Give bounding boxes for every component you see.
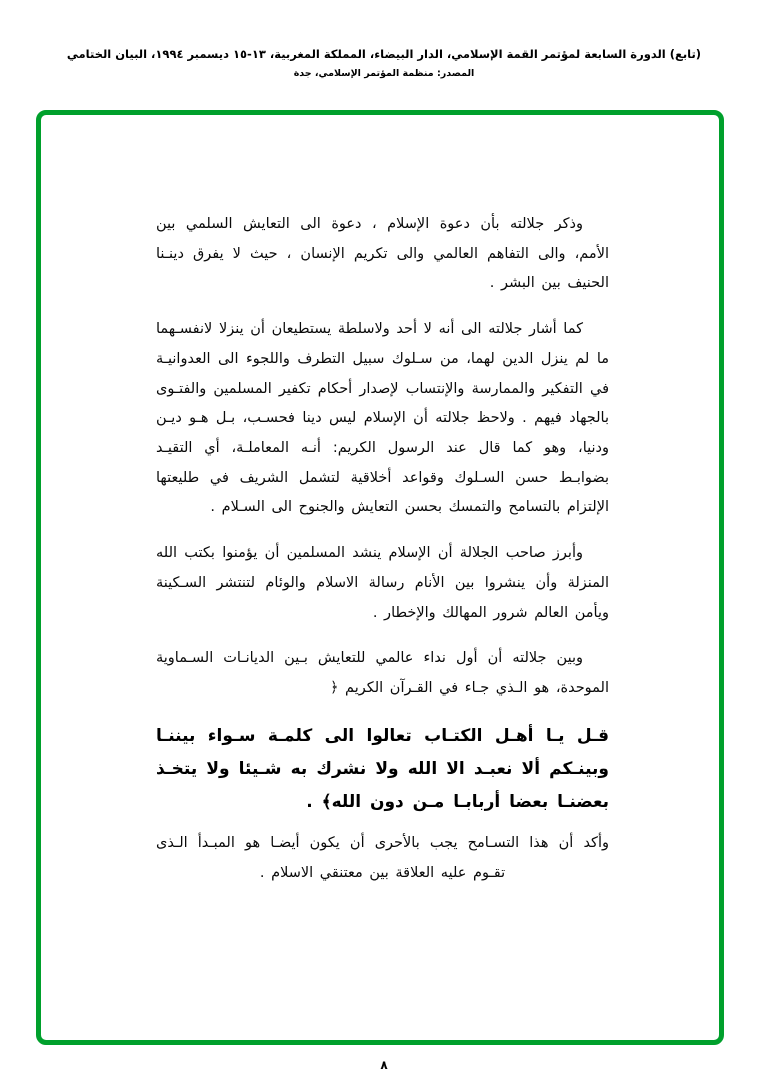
page-number: ٨: [380, 1058, 388, 1072]
paragraph-1: وذكر جلالته بأن دعوة الإسلام ، دعوة الى التعايش السلمي بين الأمم، والى التفاهم العالمي والى تكريم الإنسان ، حيث لا يفرق دينـنا الحنيف بين البشر .: [156, 216, 609, 292]
document-header: [0, 46, 768, 80]
page-frame: [36, 110, 724, 1045]
paragraph-2: كما أشار جلالته الى أنه لا أحد ولاسلطة يستطيعان أن ينزلا لانفسـهما ما لم ينزل الدين لهما، من سـلوك سبيل التطرف واللجوء الى العدوانيـة في التفكير والممارسة والإنتساب لإصدار أحكام تكفير المسلمين والفتـوى بالجهاد فيهم . ولاحظ جلالته أن الإسلام ليس دينا فحسـب، بـل هـو ديـن ودنيا، وهو كما قال عند الرسول الكريم: أنـه المعاملـة، أي التقيـد بضوابـط حسن السـلوك وقواعد أخلاقية لتشمل الشريف في طليعتها الإلتزام بالتسامح والتمسك بحسن التعايش والجنوح الى السـلام .: [156, 321, 609, 516]
paragraph-3: وأبرز صاحب الجلالة أن الإسلام ينشد المسلمين أن يؤمنوا بكتب الله المنزلة وأن ينشروا بين الأنام رسالة الاسلام والوئام لتنتشر السـكينة ويأمن العالم شرور المهالك والإخطار .: [156, 545, 609, 621]
header-source: المصدر: منظمة المؤتمر الإسلامي، جدة: [293, 68, 475, 80]
closing-paragraph: وأكد أن هذا التسـامح يجب بالأحرى أن يكون أيضـا هو المبـدأ الـذى تقـوم عليه العلاقة بين معتنقي الاسلام .: [156, 835, 609, 881]
quran-verse: قـل يـا أهـل الكتـاب تعالوا الى كلمـة سـواء بيننـا وبينـكم ألا نعبـد الا الله ولا نشرك به شـيئا ولا يتخـذ بعضنـا بعضا أربابـا مـن دون الله﴾ .: [156, 725, 609, 813]
header-title: (تابع) الدورة السابعة لمؤتمر القمة الإسلامي، الدار البيضاء، المملكة المغربية، ١٣-١٥ ديسمبر ١٩٩٤، البيان الختامي: [66, 47, 702, 61]
paragraph-4: وبين جلالته أن أول نداء عالمي للتعايش بـين الديانـات السـماوية الموحدة، هو الـذي جـاء في القـرآن الكريم ﴿: [156, 650, 609, 697]
document-body: [41, 210, 719, 889]
